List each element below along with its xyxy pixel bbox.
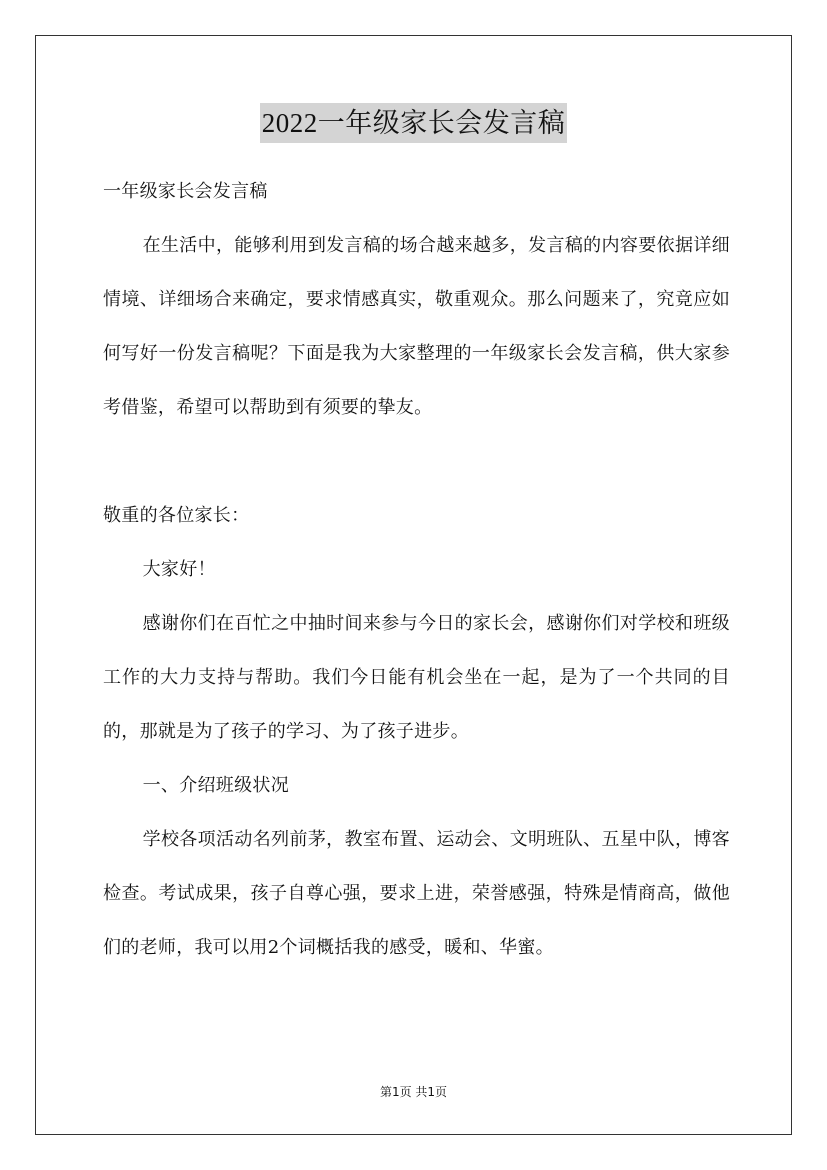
intro-paragraph: 在生活中，能够利用到发言稿的场合越来越多，发言稿的内容要依据详细情境、详细场合来确定，要求情感真实，敬重观众。那么问题来了，究竟应如何写好一份发言稿呢？下面是我为大家整理的一年级家长会发言稿，供大家参考借鉴，希望可以帮助到有须要的挚友。: [103, 235, 730, 418]
greeting: 大家好！: [142, 559, 216, 580]
class-paragraph: 学校各项活动名列前茅，教室布置、运动会、文明班队、五星中队，博客检查。考试成果，孩子自尊心强，要求上进，荣誉感强，特殊是情商高，做他们的老师，我可以用2个词概括我的感受，暖和、华蜜。: [103, 829, 730, 958]
salutation: 敬重的各位家长：: [103, 505, 250, 526]
thanks-paragraph: 感谢你们在百忙之中抽时间来参与今日的家长会，感谢你们对学校和班级工作的大力支持与帮助。我们今日能有机会坐在一起，是为了一个共同的目的，那就是为了孩子的学习、为了孩子进步。: [103, 613, 730, 742]
paragraph-spacer: [103, 435, 730, 489]
page-footer: 第1页 共1页: [379, 1085, 448, 1099]
section-heading: 一、介绍班级状况: [142, 775, 289, 796]
title-container: [0, 103, 827, 143]
document-title: 2022一年级家长会发言稿: [260, 103, 568, 143]
document-body: [103, 165, 730, 975]
document-subtitle: 一年级家长会发言稿: [103, 181, 268, 202]
